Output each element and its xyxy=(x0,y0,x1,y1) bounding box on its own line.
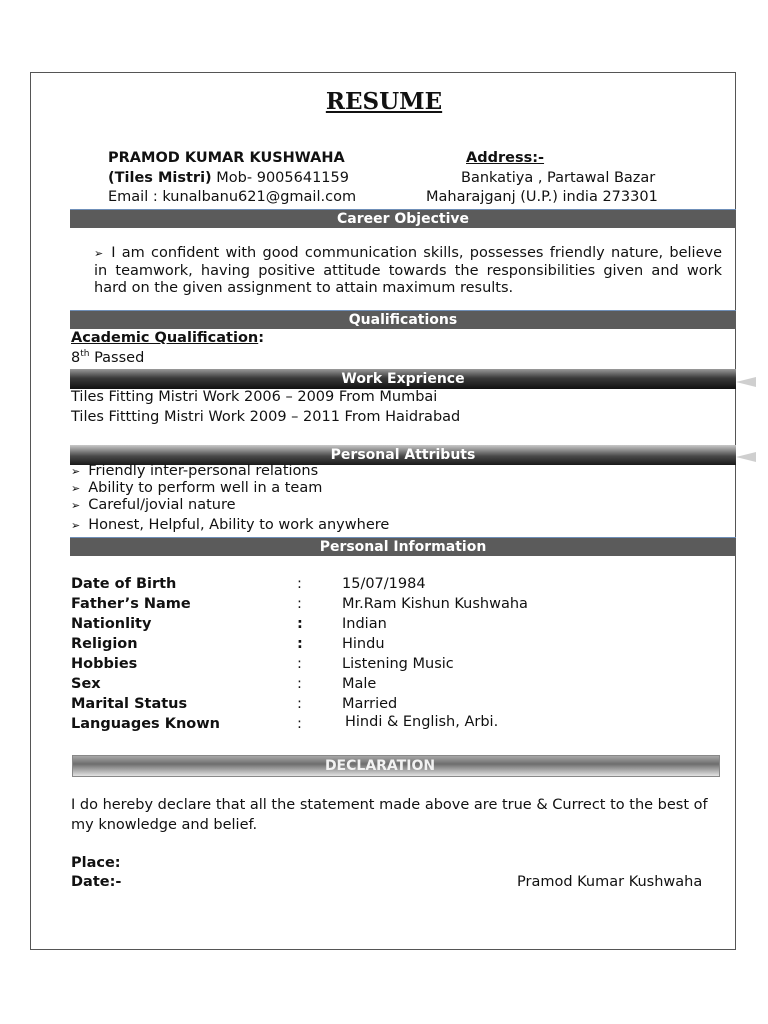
page-title: RESUME xyxy=(325,88,443,115)
grade-suffix: Passed xyxy=(89,349,145,366)
pi-colon: : xyxy=(297,636,303,652)
pi-value: Indian xyxy=(342,616,387,632)
work-item-2: Tiles Fittting Mistri Work 2009 – 2011 From Haidrabad xyxy=(71,409,461,425)
pi-label: Nationlity xyxy=(71,616,152,632)
qualifications-header: Qualifications xyxy=(70,310,736,329)
date-label: Date:- xyxy=(71,874,122,890)
pi-colon: : xyxy=(297,676,302,692)
career-objective-header: Career Objective xyxy=(70,209,736,228)
attribute-text: Friendly inter-personal relations xyxy=(88,463,319,479)
arrow-bullet-icon: ➢ xyxy=(71,465,81,478)
pi-value: Mr.Ram Kishun Kushwaha xyxy=(342,596,528,612)
arrow-bullet-icon: ➢ xyxy=(94,247,104,260)
career-objective-text xyxy=(94,245,722,298)
work-item-1: Tiles Fitting Mistri Work 2006 – 2009 From Mumbai xyxy=(71,389,438,405)
place-label: Place: xyxy=(71,855,121,871)
address-line-2: Maharajganj (U.P.) india 273301 xyxy=(426,189,658,205)
personal-information-header: Personal Information xyxy=(70,537,736,556)
pi-value: Hindi & English, Arbi. xyxy=(345,714,499,730)
pi-colon: : xyxy=(297,596,302,612)
attribute-item xyxy=(71,497,236,513)
academic-qualification-colon: : xyxy=(258,330,265,346)
pi-label: Date of Birth xyxy=(71,576,177,592)
academic-qualification-label xyxy=(71,330,264,346)
arrow-bullet-icon: ➢ xyxy=(71,519,81,532)
signature-name: Pramod Kumar Kushwaha xyxy=(517,874,703,890)
pi-colon: : xyxy=(297,716,302,732)
arrow-bullet-icon: ➢ xyxy=(71,499,81,512)
pi-colon: : xyxy=(297,656,302,672)
pi-label: Sex xyxy=(71,676,101,692)
candidate-email: Email : kunalbanu621@gmail.com xyxy=(108,189,357,205)
candidate-mobile: Mob- 9005641159 xyxy=(216,170,349,186)
pi-label: Religion xyxy=(71,636,138,652)
pi-label: Father’s Name xyxy=(71,596,191,612)
pi-label: Marital Status xyxy=(71,696,188,712)
attribute-text: Careful/jovial nature xyxy=(88,497,236,513)
attribute-item xyxy=(71,480,322,496)
declaration-header xyxy=(72,755,720,777)
address-line-1: Bankatiya , Partawal Bazar xyxy=(461,170,656,186)
academic-qualification-text: Academic Qualification xyxy=(71,330,259,346)
candidate-trade-mobile xyxy=(108,170,349,186)
attribute-text: Ability to perform well in a team xyxy=(88,480,323,496)
pi-colon: : xyxy=(297,576,302,592)
grade-number: 8 xyxy=(71,349,81,366)
work-experience-header: Work Exprience xyxy=(70,369,736,389)
pi-value: Married xyxy=(342,696,398,712)
declaration-text: I do hereby declare that all the statement made above are true & Currect to the best of my knowledge and belief. xyxy=(71,797,708,833)
candidate-trade: (Tiles Mistri) xyxy=(108,170,212,186)
pi-value: Hindu xyxy=(342,636,385,652)
edge-marker-icon xyxy=(736,377,756,387)
pi-value: 15/07/1984 xyxy=(342,576,426,592)
pi-colon: : xyxy=(297,616,303,632)
personal-attributes-header: Personal Attributs xyxy=(70,445,736,465)
grade-superscript: th xyxy=(80,349,90,359)
academic-qualification-value xyxy=(71,349,144,366)
candidate-name: PRAMOD KUMAR KUSHWAHA xyxy=(108,150,345,166)
pi-label: Hobbies xyxy=(71,656,138,672)
address-heading: Address:- xyxy=(466,150,545,166)
edge-marker-icon xyxy=(736,452,756,462)
attribute-item xyxy=(71,517,389,533)
attribute-item xyxy=(71,463,318,479)
attribute-text: Honest, Helpful, Ability to work anywhere xyxy=(88,517,390,533)
pi-value: Listening Music xyxy=(342,656,454,672)
pi-label: Languages Known xyxy=(71,716,220,732)
declaration-heading-text: DECLARATION xyxy=(324,758,436,774)
pi-value: Male xyxy=(342,676,377,692)
pi-colon: : xyxy=(297,696,302,712)
career-objective-body: I am confident with good communication skills, possesses friendly nature, believe in teamwork, having positive attitude towards the responsibilities given and work hard on the given assignment to attain maximum results. xyxy=(94,245,722,296)
arrow-bullet-icon: ➢ xyxy=(71,482,81,495)
